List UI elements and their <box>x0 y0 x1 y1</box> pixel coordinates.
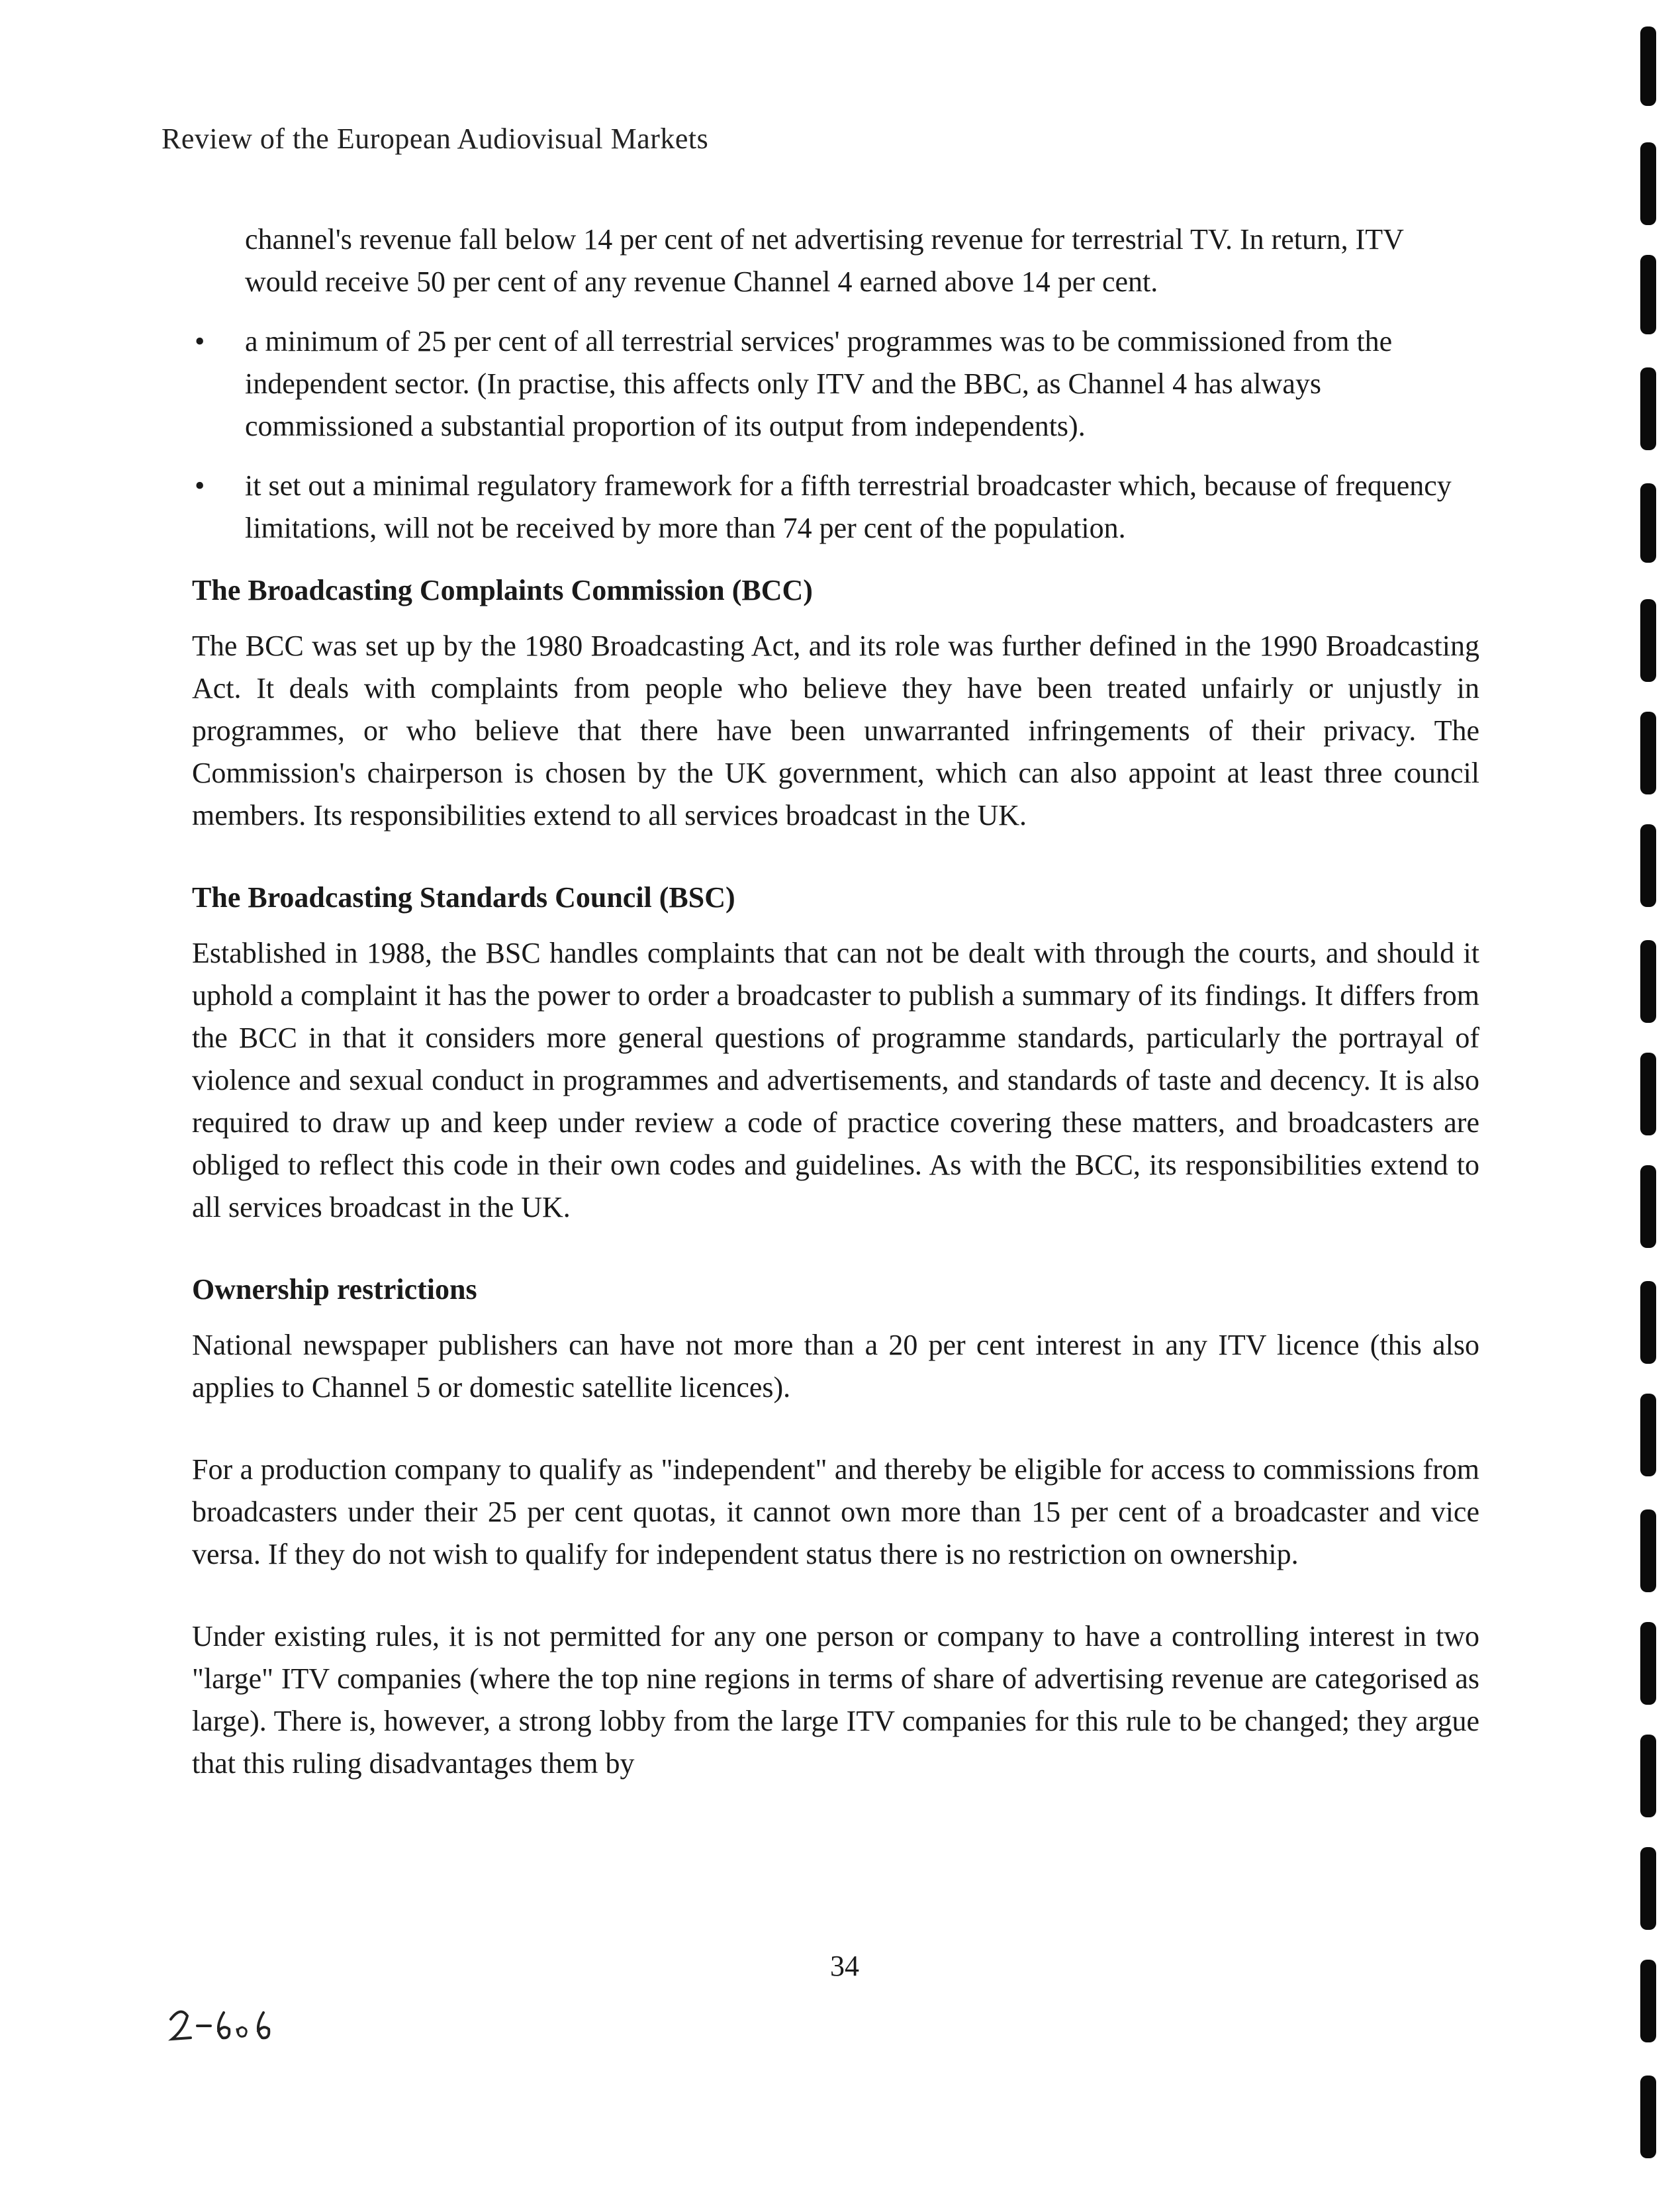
binding-mark <box>1640 940 1656 1023</box>
ownership-paragraph: For a production company to qualify as "independent" and thereby be eligible for access to commissions from broadcasters under their 25 per cent quotas, it cannot own more than 15 per cent of a broadcaster and vice versa. If they do not wish to qualify for independent status there is no restriction on ownership. <box>192 1453 1479 1570</box>
bullet-text: it set out a minimal regulatory framework for a fifth terrestrial broadcaster which, because of frequency limitations, will not be received by more than 74 per cent of the population. <box>245 469 1452 544</box>
binding-mark <box>1640 1165 1656 1248</box>
binding-mark <box>1640 824 1656 907</box>
binding-mark <box>1640 483 1656 563</box>
binding-mark <box>1640 1735 1656 1817</box>
handwritten-note <box>164 1999 283 2052</box>
binding-mark <box>1640 2076 1656 2158</box>
bullet-item <box>192 320 1479 448</box>
continuation-paragraph: channel's revenue fall below 14 per cent of net advertising revenue for terrestrial TV. In return, ITV would receive 50 per cent of any revenue Channel 4 earned above 14 per cent. <box>245 223 1404 298</box>
binding-mark <box>1640 142 1656 225</box>
binding-mark <box>1640 1509 1656 1592</box>
binding-mark <box>1640 599 1656 682</box>
binding-mark <box>1640 1960 1656 2042</box>
section-heading-bcc: The Broadcasting Complaints Commission (BCC) <box>192 574 813 606</box>
ownership-paragraph: National newspaper publishers can have not more than a 20 per cent interest in any ITV licence (this also applies to Channel 5 or domestic satellite licences). <box>192 1329 1479 1404</box>
binding-holes <box>1620 0 1680 2196</box>
binding-mark <box>1640 1053 1656 1135</box>
binding-mark <box>1640 712 1656 794</box>
binding-mark <box>1640 1281 1656 1364</box>
running-header: Review of the European Audiovisual Markets <box>162 122 709 155</box>
page-number: 34 <box>830 1950 859 1982</box>
binding-mark <box>1640 1394 1656 1476</box>
bullet-item <box>192 465 1479 549</box>
bullet-marker: • <box>195 469 205 502</box>
binding-mark <box>1640 367 1656 450</box>
bsc-paragraph: Established in 1988, the BSC handles complaints that can not be dealt with through the courts, and should it uphold a complaint it has the power to order a broadcaster to publish a summary of its findings. It differs from the BCC in that it considers more general questions of programme standards, particularly the portrayal of violence and sexual conduct in programmes and advertisements, and standards of taste and decency. It is also required to draw up and keep under review a code of practice covering these matters, and broadcasters are obliged to reflect this code in their own codes and guidelines. As with the BCC, its responsibilities extend to all services broadcast in the UK. <box>192 937 1479 1223</box>
binding-mark <box>1640 1622 1656 1705</box>
section-heading-bsc: The Broadcasting Standards Council (BSC) <box>192 881 735 914</box>
bullet-marker: • <box>195 325 205 358</box>
bullet-text: a minimum of 25 per cent of all terrestrial services' programmes was to be commissioned from the independent sector. (In practise, this affects only ITV and the BBC, as Channel 4 has always commissioned a substantial proportion of its output from independents). <box>245 325 1393 442</box>
binding-mark <box>1640 26 1656 106</box>
binding-mark <box>1640 1847 1656 1930</box>
section-heading-ownership: Ownership restrictions <box>192 1273 477 1306</box>
binding-mark <box>1640 255 1656 334</box>
ownership-paragraph: Under existing rules, it is not permitted for any one person or company to have a controlling interest in two "large" ITV companies (where the top nine regions in terms of share of advertising revenue are categorised as large). There is, however, a strong lobby from the large ITV companies for this rule to be changed; they argue that this ruling disadvantages them by <box>192 1620 1479 1780</box>
page-body <box>192 218 1479 1799</box>
bcc-paragraph: The BCC was set up by the 1980 Broadcasting Act, and its role was further defined in the 1990 Broadcasting Act. It deals with complaints from people who believe they have been treated unfairly or unjustly in programmes, or who believe that there have been unwarranted infringements of their privacy. The Commission's chairperson is chosen by the UK government, which can also appoint at least three council members. Its responsibilities extend to all services broadcast in the UK. <box>192 630 1479 832</box>
